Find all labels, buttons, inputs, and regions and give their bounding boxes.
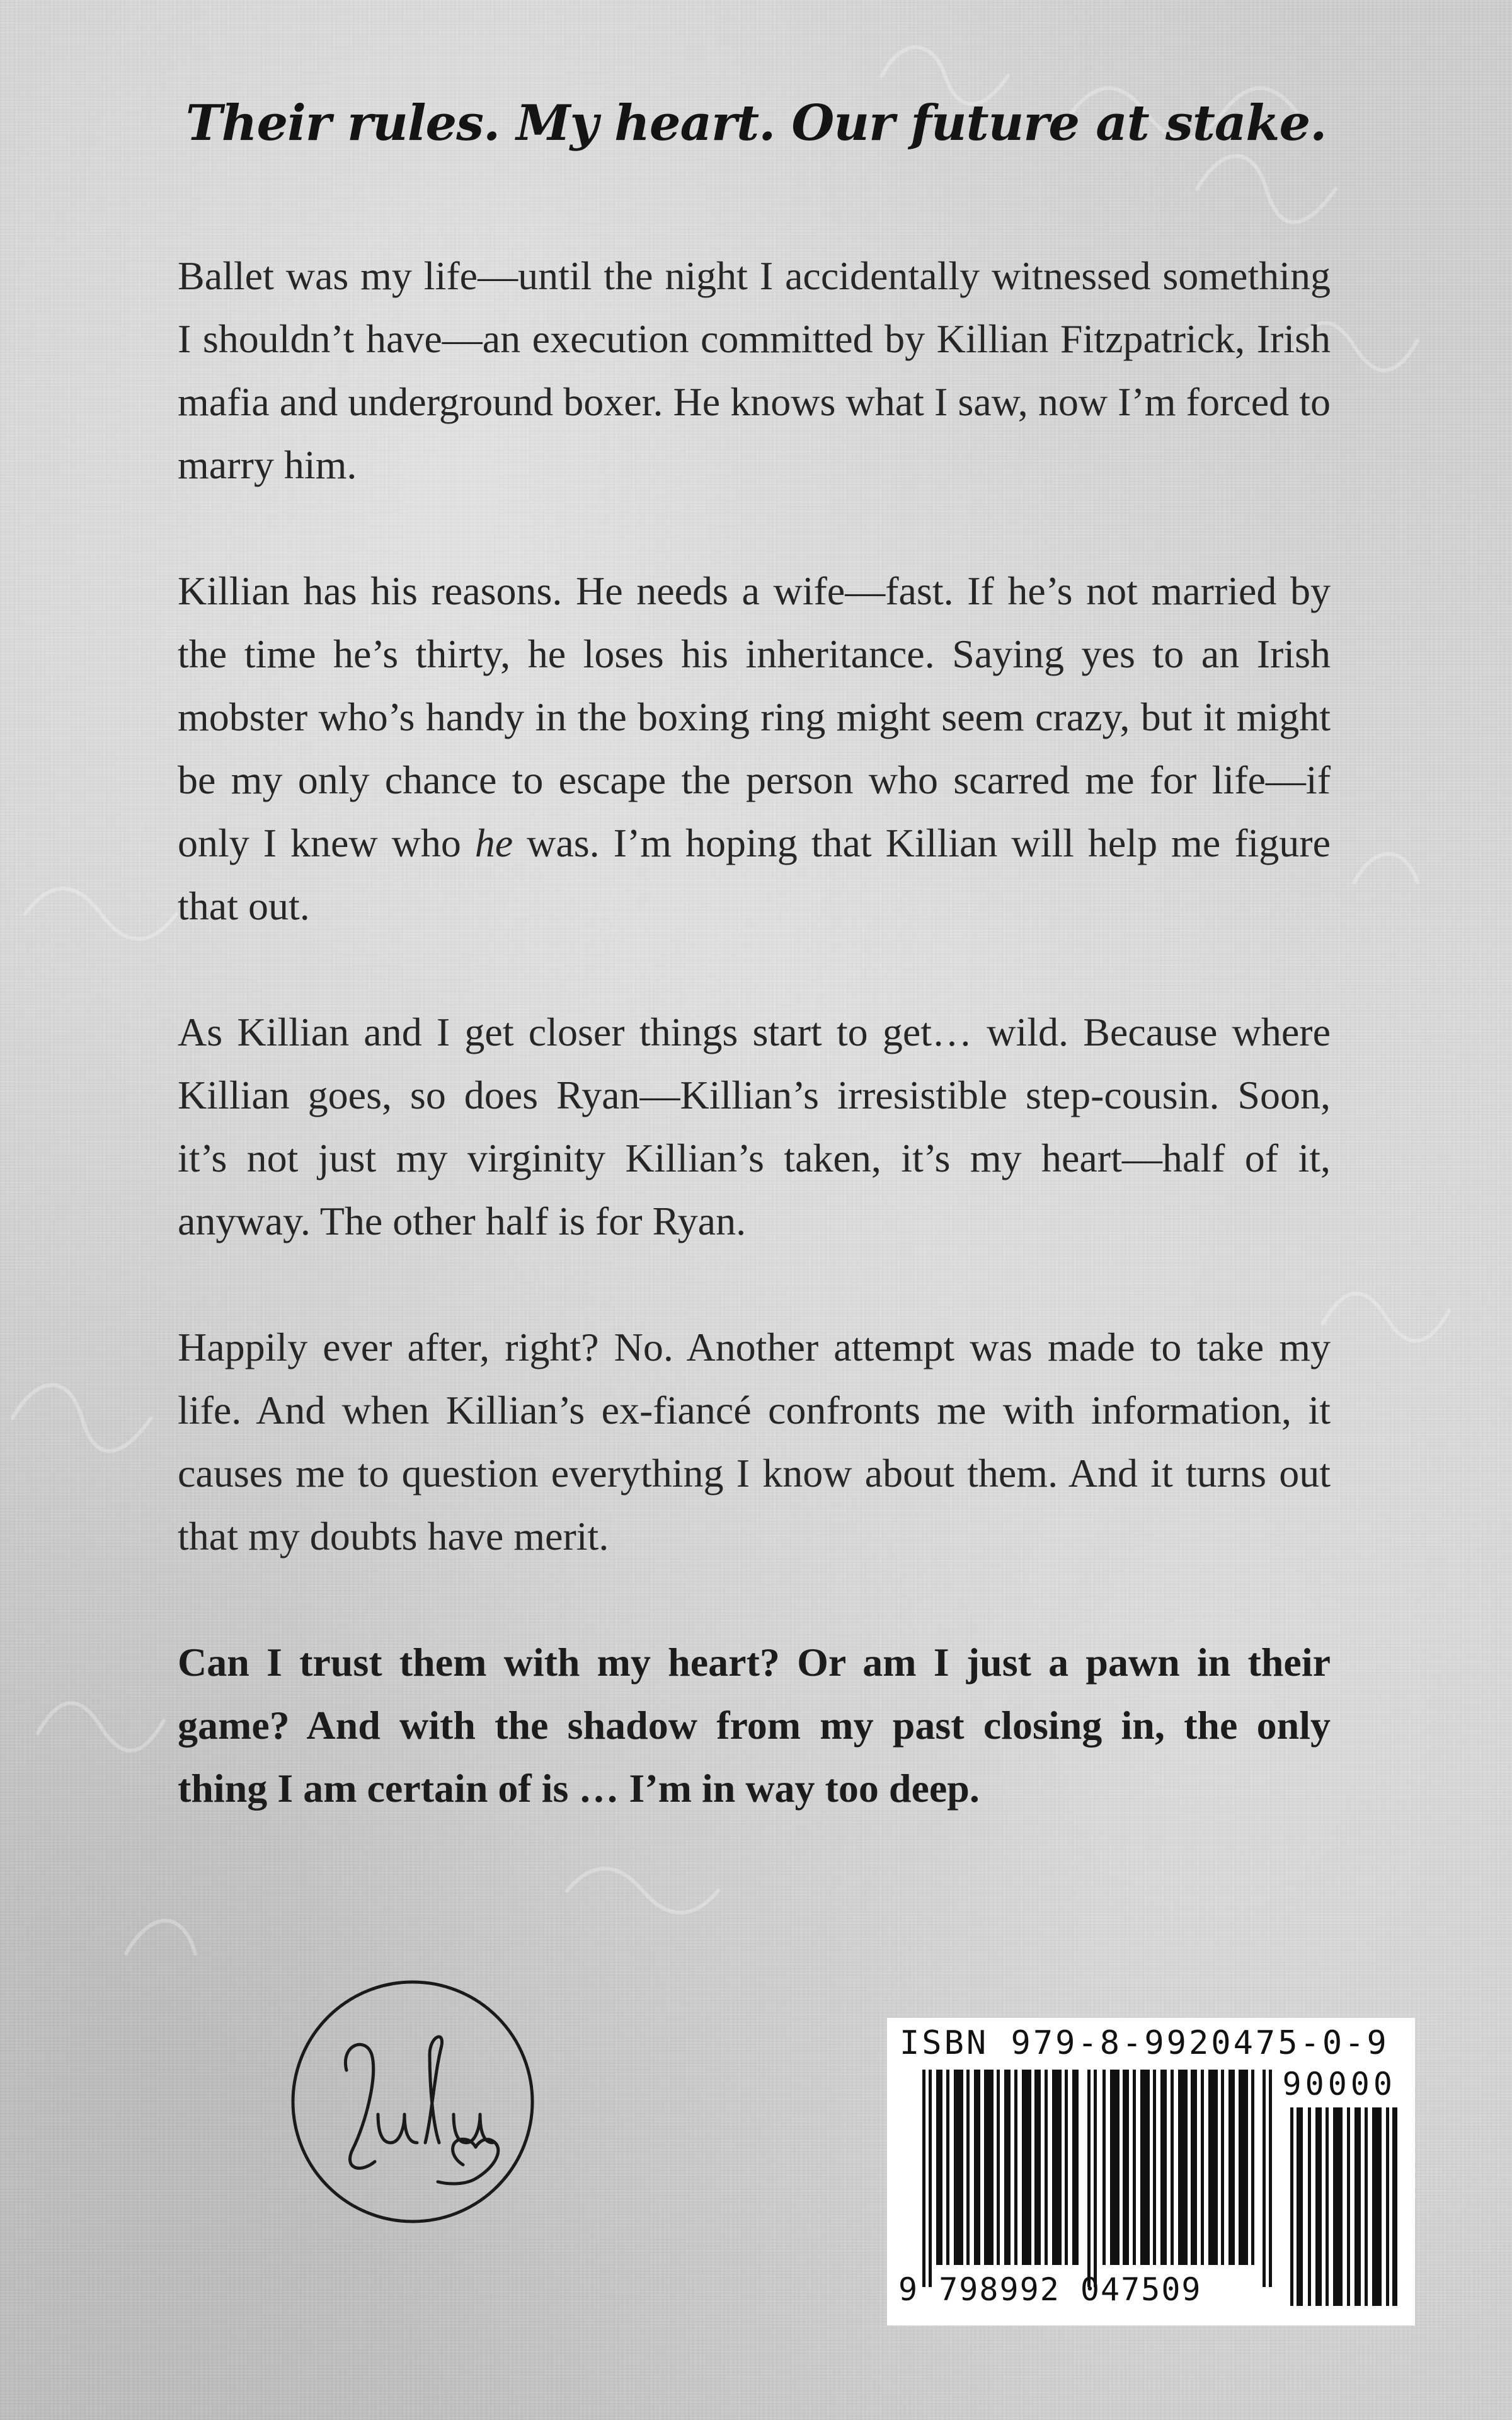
barcode-digits: 9 798992 047509 [898,2271,1202,2308]
blurb-paragraph-3: As Killian and I get closer things start to get… wild. Because where Killian goes, so does Ryan—Killian’s irresistible step-cousin. Soon, it’s not just my virginity Killian’s taken, it’s my heart—half of it, anyway. The other half is for Ryan. [178,1010,1331,1243]
blurb-paragraph-5: Can I trust them with my heart? Or am I just a pawn in their game? And with the shadow from my past closing in, the only thing I am certain of is … I’m in way too deep. [178,1640,1331,1811]
tagline: Their rules. My heart. Our future at stake. [185,95,1327,152]
blurb [178,245,1331,1820]
blurb-paragraph-2-emphasis: he [474,821,513,865]
blurb-paragraph-4: Happily ever after, right? No. Another attempt was made to take my life. And when Killian’s ex-fiancé confronts me with information, it causes me to question everything I know about them. And it turns out that my doubts have merit. [178,1325,1331,1559]
isbn-number: ISBN 979-8-9920475-0-9 [900,2024,1389,2062]
blurb-paragraph-2-start: Killian has his reasons. He needs a wife—fast. If he’s not married by the time he’s thirty, he loses his inheritance. Saying yes to an Irish mobster who’s handy in the boxing ring might seem crazy, but it might be my only chance to escape the person who scarred me for life—if only I knew who [178,568,1331,865]
barcode-addon-bars [1290,2107,1399,2306]
isbn-barcode [887,2018,1415,2325]
blurb-paragraph-2 [178,560,1331,938]
blurb-paragraph-1: Ballet was my life—until the night I accidentally witnessed something I shouldn’t have—an execution committed by Killian Fitzpatrick, Irish mafia and underground boxer. He knows what I saw, now I’m forced to marry him. [178,253,1331,487]
blurb-paragraph-2-end: was. I’m hoping that Killian will help me figure that out. [178,821,1331,928]
price-code: 90000 [1282,2066,1396,2102]
barcode-main-bars [922,2070,1275,2287]
lulu-logo [287,1976,539,2228]
